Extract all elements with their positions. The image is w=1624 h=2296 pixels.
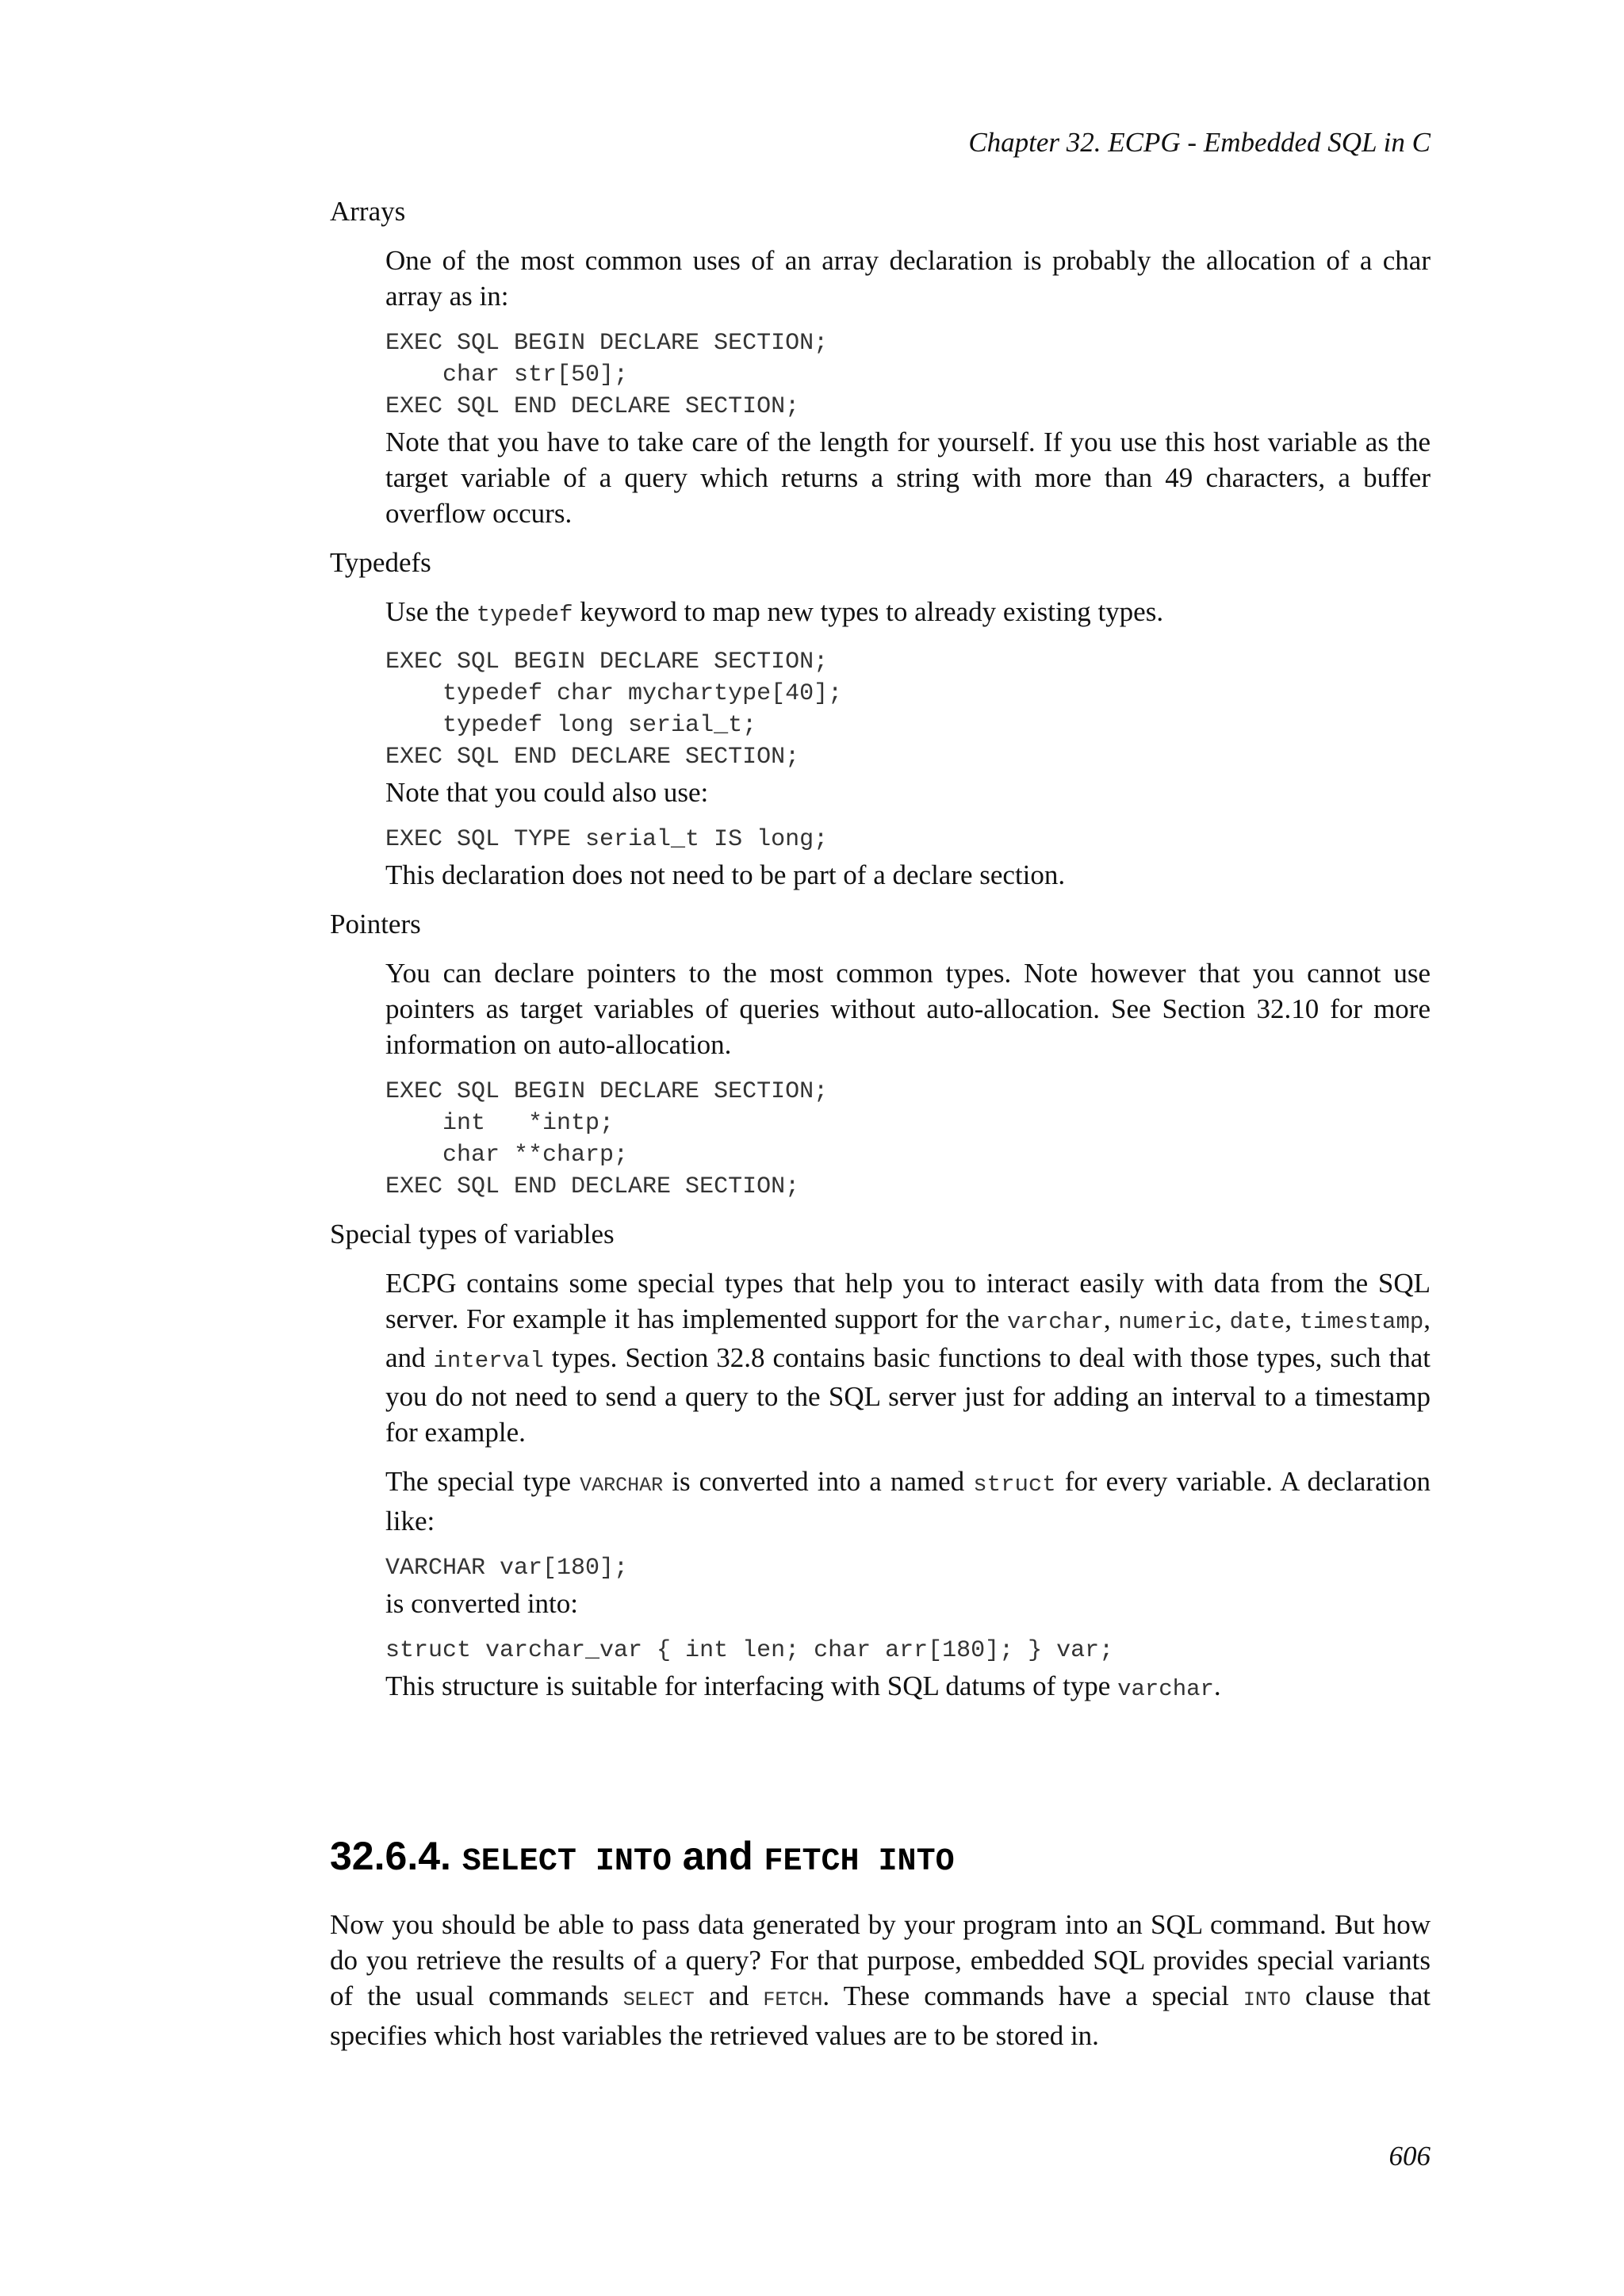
text-run: for every variable. A declaration like: — [385, 1466, 1431, 1536]
code-block: EXEC SQL BEGIN DECLARE SECTION; char str[50]; EXEC SQL END DECLARE SECTION; — [385, 330, 829, 420]
code-block: EXEC SQL BEGIN DECLARE SECTION; typedef char mychartype[40]; typedef long serial_t; EXEC SQL END DECLARE SECTION; — [385, 649, 843, 771]
paragraph: Note that you could also use: — [385, 777, 709, 808]
text-run: The special type — [385, 1466, 580, 1497]
code-block: EXEC SQL TYPE serial_t IS long; — [385, 826, 829, 853]
heading-text: and — [671, 1834, 764, 1878]
text-run: . — [1213, 1670, 1221, 1701]
text-run: , — [1285, 1303, 1300, 1334]
paragraph — [385, 1265, 1431, 1450]
inline-code: VARCHAR — [580, 1474, 664, 1497]
term-special-types: Special types of variables — [330, 1219, 615, 1249]
inline-code: FETCH — [763, 1988, 823, 2011]
text-run: is converted into a named — [663, 1466, 974, 1497]
section-paragraph — [330, 1907, 1431, 2053]
page-number: 606 — [1388, 2141, 1431, 2172]
paragraph: is converted into: — [385, 1588, 579, 1619]
text-run: , — [1215, 1303, 1230, 1334]
definition-pointers — [385, 955, 1431, 1203]
inline-code: struct — [973, 1471, 1056, 1498]
heading-keyword: FETCH INTO — [764, 1844, 955, 1880]
inline-code: SELECT — [622, 1988, 695, 2011]
text-run: , and — [385, 1303, 1431, 1373]
paragraph: Note that you have to take care of the length for yourself. If you use this host variable as the target variable of a query which returns a string with more than 49 characters, a buffer overflow occurs. — [385, 427, 1431, 529]
paragraph: This declaration does not need to be part of a declare section. — [385, 859, 1066, 890]
text-run: . These commands have a special — [822, 1980, 1243, 2011]
text-run: keyword to map new types to already existing types. — [573, 596, 1164, 627]
page-content — [330, 193, 1431, 2053]
text-run: This structure is suitable for interfacing with SQL datums of type — [385, 1670, 1118, 1701]
paragraph — [385, 1668, 1431, 1707]
inline-code: typedef — [476, 602, 573, 628]
term-arrays: Arrays — [330, 196, 406, 227]
text-run: , — [1103, 1303, 1119, 1334]
term-typedefs: Typedefs — [330, 547, 431, 578]
section-heading — [330, 1832, 1431, 1886]
code-block: VARCHAR var[180]; — [385, 1555, 629, 1582]
text-run: and — [694, 1980, 764, 2011]
inline-code: timestamp — [1299, 1309, 1424, 1335]
code-block: struct varchar_var { int len; char arr[180]; } var; — [385, 1637, 1114, 1664]
inline-code: numeric — [1118, 1309, 1216, 1335]
code-block: EXEC SQL BEGIN DECLARE SECTION; int *intp; char **charp; EXEC SQL END DECLARE SECTION; — [385, 1078, 829, 1200]
paragraph — [385, 1464, 1431, 1539]
term-pointers: Pointers — [330, 909, 421, 939]
text-run: ECPG contains some special types that help you to interact easily with data from the SQL server. For example it has implemented support for the — [385, 1268, 1431, 1334]
text-run: types. Section 32.8 contains basic functions to deal with those types, such that you do not need to send a query to the SQL server just for adding an interval to a timestamp for example. — [385, 1342, 1431, 1448]
inline-code: interval — [433, 1348, 544, 1374]
heading-keyword: SELECT INTO — [462, 1844, 672, 1880]
inline-code: varchar — [1007, 1309, 1104, 1335]
inline-code: date — [1229, 1309, 1285, 1335]
inline-code: INTO — [1243, 1988, 1291, 2011]
running-header: Chapter 32. ECPG - Embedded SQL in C — [968, 127, 1431, 158]
paragraph: You can declare pointers to the most common types. Note however that you cannot use pointers as target variables of queries without auto-allocation. See Section 32.10 for more information on auto-allocation. — [385, 958, 1431, 1060]
text-run: clause that specifies which host variables the retrieved values are to be stored in. — [330, 1980, 1431, 2051]
section-number: 32.6.4. — [330, 1834, 462, 1878]
text-run: Now you should be able to pass data generated by your program into an SQL command. But how do you retrieve the results of a query? For that purpose, embedded SQL provides special variants of the usual commands — [330, 1909, 1431, 2011]
paragraph: One of the most common uses of an array declaration is probably the allocation of a char array as in: — [385, 245, 1431, 312]
paragraph — [385, 594, 1431, 633]
definition-typedefs — [385, 594, 1431, 893]
definition-special-types — [385, 1265, 1431, 1707]
inline-code: varchar — [1117, 1676, 1214, 1702]
definition-arrays — [385, 243, 1431, 531]
text-run: Use the — [385, 596, 477, 627]
